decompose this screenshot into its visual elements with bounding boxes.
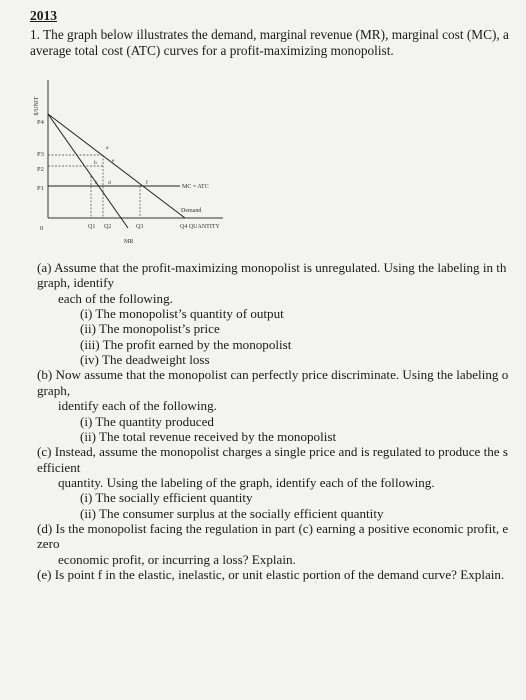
question-line: (e) Is point f in the elastic, inelastic, or unit elastic portion of the demand curve? Explain. xyxy=(37,567,505,582)
question-line: (i) The socially efficient quantity xyxy=(80,490,253,506)
intro-line-2: average total cost (ATC) curves for a profit-maximizing monopolist. xyxy=(30,43,394,58)
y-axis-label: $/UNIT xyxy=(34,96,40,116)
year-heading: 2013 xyxy=(30,8,57,23)
demand-label: Demand xyxy=(181,208,202,214)
point-c: c xyxy=(95,180,98,186)
question-line: identify each of the following. xyxy=(58,398,217,414)
demand-curve xyxy=(48,114,185,218)
question-line: (ii) The total revenue received by the monopolist xyxy=(80,428,337,444)
intro-line-1: 1. The graph below illustrates the demand, marginal revenue (MR), marginal cost (MC), a xyxy=(30,27,509,42)
mc-atc-label: MC = ATC xyxy=(182,184,209,190)
question-line: (iv) The deadweight loss xyxy=(80,352,210,368)
question-line: (c) Instead, assume the monopolist charges a single price and is regulated to produce the s xyxy=(37,444,508,460)
question-intro xyxy=(30,27,526,59)
point-d: d xyxy=(108,180,111,186)
question-line: graph, xyxy=(37,382,71,398)
question-line: (i) The monopolist’s quantity of output xyxy=(80,306,284,322)
point-b: b xyxy=(94,160,97,166)
question-line: (a) Assume that the profit-maximizing monopolist is unregulated. Using the labeling in th xyxy=(37,260,507,275)
question-line: each of the following. xyxy=(58,290,173,306)
question-line: zero xyxy=(37,536,60,552)
x-label-q4: Q4 QUANTITY xyxy=(180,224,220,230)
question-line: economic profit, or incurring a loss? Explain. xyxy=(58,551,296,567)
question-line: (ii) The consumer surplus at the socially efficient quantity xyxy=(80,505,384,521)
question-line: efficient xyxy=(37,459,81,475)
origin-label: 0 xyxy=(40,225,44,232)
question-line: (b) Now assume that the monopolist can perfectly price discriminate. Using the labeling o xyxy=(37,367,509,383)
question-line: (ii) The monopolist’s price xyxy=(80,321,220,337)
y-label-p2: P2 xyxy=(37,166,44,173)
x-label-q1: Q1 xyxy=(88,224,96,230)
point-e: e xyxy=(112,158,115,164)
question-line: quantity. Using the labeling of the graph, identify each of the following. xyxy=(58,474,435,490)
question-line: (i) The quantity produced xyxy=(80,413,214,429)
monopoly-graph-svg xyxy=(28,78,248,258)
x-label-q3: Q3 xyxy=(136,224,144,230)
x-label-q2: Q2 xyxy=(104,224,112,230)
y-label-p4: P4 xyxy=(37,119,44,126)
question-line: (iii) The profit earned by the monopolist xyxy=(80,336,292,352)
question-line: (d) Is the monopolist facing the regulation in part (c) earning a positive economic profit, e xyxy=(37,520,509,536)
point-a: a xyxy=(106,145,109,151)
mr-label: MR xyxy=(124,239,134,245)
mr-curve xyxy=(48,114,128,228)
question-line: graph, identify xyxy=(37,275,115,291)
point-f: f xyxy=(146,180,148,186)
y-label-p1: P1 xyxy=(37,185,44,192)
y-label-p3: P3 xyxy=(37,151,44,158)
monopoly-graph xyxy=(28,78,248,258)
